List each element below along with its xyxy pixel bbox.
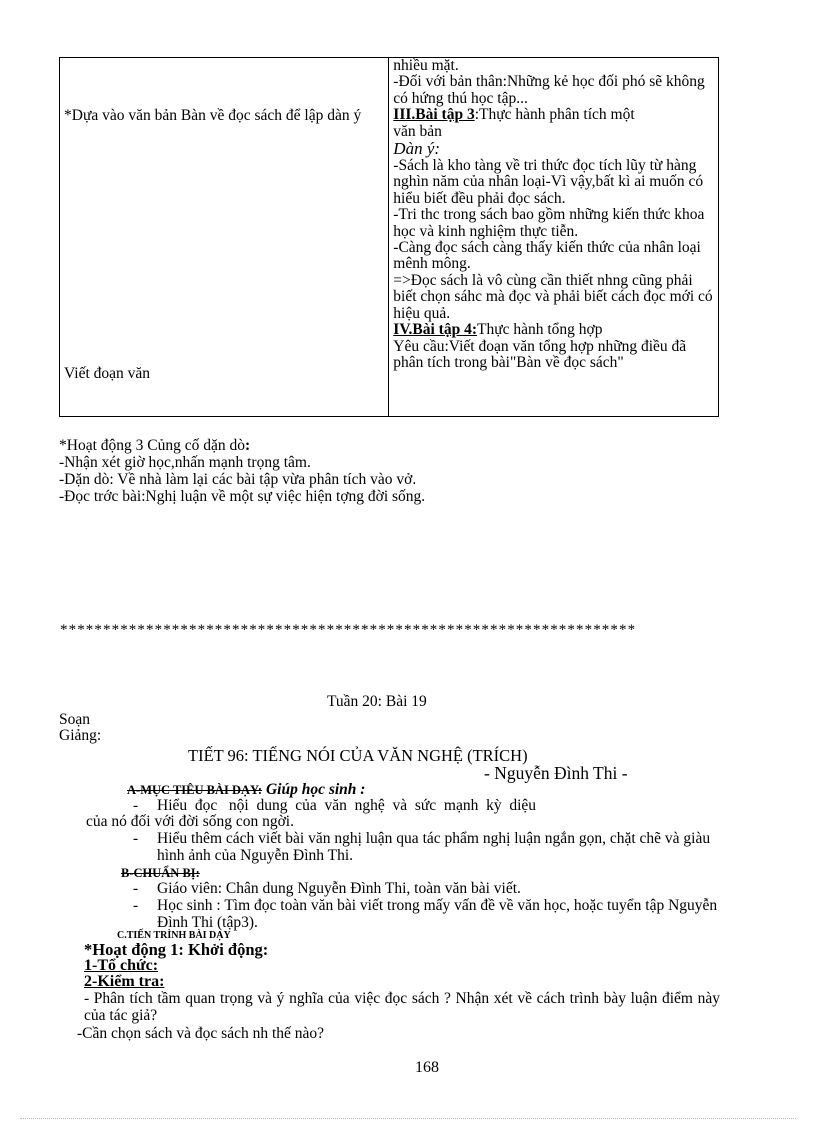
activity1-title: *Hoạt động 1: Khởi động:: [84, 940, 269, 959]
table-left-cell: [60, 58, 389, 417]
right-line: -Đối với bản thân:Những kẻ học đối phó sẽ không có hứng thú học tập...: [393, 73, 705, 107]
activity3-line: -Dặn dò: Về nhà làm lại các bài tập vừa phân tích vào vở.: [59, 471, 417, 488]
star-separator: *******************************************************************: [60, 622, 637, 638]
page-number: 168: [415, 1059, 439, 1076]
section-b-label: B-CHUẨN BỊ:: [121, 866, 200, 880]
lesson-author: - Nguyễn Đình Thi -: [484, 763, 628, 783]
bullet-dash: -: [133, 897, 139, 914]
outline-heading: Dàn ý:: [393, 139, 441, 159]
exercise-3-line: [393, 107, 714, 123]
bullet-dash: -: [133, 797, 139, 814]
right-line: =>Đọc sách là vô cùng cần thiết nhng cũng phải biết chọn sáhc mà đọc và phải biết cách đọc mới có hiệu quả.: [393, 271, 713, 322]
exercise-3-label: III.Bài tập 3: [393, 106, 475, 124]
activity3-line: -Đọc trớc bài:Nghị luận về một sự việc hiện tợng đời sống.: [59, 488, 426, 505]
exercise-3-text: :Thực hành phân tích một: [474, 106, 635, 124]
right-line: văn bản: [393, 122, 442, 140]
b-bullet2: Học sinh : Tìm đọc toàn văn bài viết trong mấy vấn đề về văn học, hoặc tuyển tập Nguyễn Đình Thi (tập3).: [157, 897, 718, 931]
exercise-4-line: [393, 322, 714, 338]
activity3-line: -Nhận xét giờ học,nhấn mạnh trọng tâm.: [59, 454, 311, 471]
soan-label: Soạn: [59, 711, 90, 728]
right-line: -Càng đọc sách càng thấy kiến thức của nhân loại mênh mông.: [393, 239, 701, 273]
lesson-title: TIẾT 96: TIẾNG NÓI CỦA VĂN NGHỆ (TRÍCH): [188, 746, 528, 765]
question-2: -Cần chọn sách và đọc sách nh thế nào?: [77, 1025, 325, 1042]
b-bullet1: Giáo viên: Chân dung Nguyễn Đình Thi, toàn văn bài viết.: [157, 880, 521, 897]
giang-label: Giảng:: [59, 727, 102, 744]
exercise-4-label: IV.Bài tập 4:: [393, 321, 477, 339]
right-line: nhiều mặt.: [393, 57, 459, 74]
exercise-table: [59, 57, 719, 417]
right-line: -Sách là kho tàng về tri thức đọc tích lũy từ hàng nghìn năm của nhân loại-Vì vậy,bất kì ai muốn có hiểu biết đều phải đọc sách.: [393, 157, 704, 207]
section-a-label: A-MỤC TIÊU BÀI DẠY:: [127, 783, 263, 797]
check-heading: 2-Kiểm tra:: [84, 973, 165, 990]
question-1: - Phân tích tầm quan trọng và ý nghĩa của việc đọc sách ? Nhận xét về cách trình bày luận điểm này của tác giả?: [84, 990, 720, 1024]
exercise-4-text: Thực hành tổng hợp: [477, 321, 603, 339]
week-heading: Tuần 20: Bài 19: [327, 693, 427, 710]
a-bullet2: Hiểu thêm cách viết bài văn nghị luận qua tác phẩm nghị luận ngắn gọn, chặt chẽ và giàu hình ảnh của Nguyễn Đình Thi.: [157, 830, 711, 864]
bullet-dash: -: [133, 880, 139, 897]
section-a-tail: Giúp học sinh :: [265, 781, 366, 798]
activity3-title-line: [59, 438, 250, 455]
section-c-label: C.TIẾN TRÌNH BÀI DẠY: [117, 930, 231, 941]
activity3-colon: :: [244, 437, 251, 454]
left-row2-text: Viết đoạn văn: [64, 365, 151, 382]
activity3-title: *Hoạt động 3 Củng cố dặn dò: [59, 437, 245, 454]
exercise-4-requirement: Yêu cầu:Viết đoạn văn tổng hợp những điều đã phân tích trong bài"Bàn về đọc sách": [393, 337, 687, 371]
a-bullet1-cont: của nó đối với đời sống con ngời.: [86, 813, 294, 830]
a-bullet1: Hiểu đọc nội dung của văn nghệ và sức mạnh kỳ diệu: [157, 797, 537, 814]
org-heading: 1-Tổ chức:: [84, 957, 159, 974]
right-line: -Tri thc trong sách bao gồm những kiến thức khoa học và kinh nghiệm thực tiễn.: [393, 206, 705, 240]
left-row1-text: *Dựa vào văn bản Bàn về đọc sách để lập dàn ý: [64, 107, 362, 124]
page-bottom-border: [20, 1118, 796, 1119]
bullet-dash: -: [133, 830, 139, 847]
table-right-cell: [389, 58, 719, 417]
